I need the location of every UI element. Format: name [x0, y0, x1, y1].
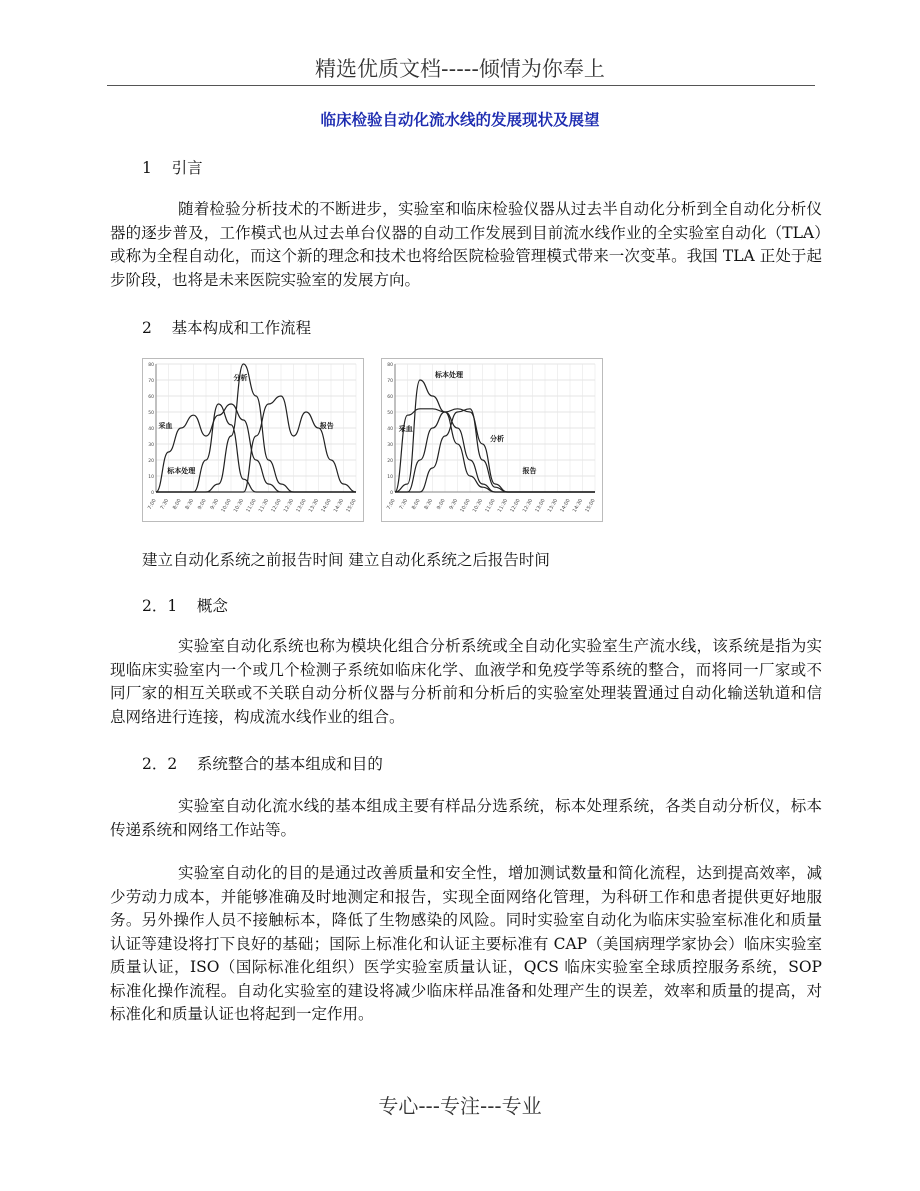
x-tick-label: 10:30	[232, 498, 246, 514]
x-tick-label: 11:30	[257, 498, 271, 514]
x-tick-label: 8:00	[410, 498, 422, 511]
page-footer: 专心---专注---专业	[378, 1094, 542, 1118]
y-tick-label: 60	[148, 395, 154, 400]
x-tick-label: 12:00	[509, 498, 522, 514]
x-tick-label: 15:00	[345, 498, 358, 514]
y-tick-label: 70	[148, 379, 154, 384]
series-label: 分析	[490, 434, 504, 443]
x-tick-label: 13:00	[534, 498, 547, 514]
x-tick-label: 9:00	[435, 498, 447, 511]
x-tick-label: 9:00	[196, 498, 208, 511]
x-tick-label: 8:00	[171, 498, 183, 511]
series-label: 标本处理	[435, 370, 463, 379]
y-tick-label: 20	[387, 459, 393, 464]
x-tick-label: 14:00	[320, 498, 333, 514]
x-tick-label: 10:00	[459, 498, 472, 514]
series-label: 报告	[522, 466, 537, 475]
document-title: 临床检验自动化流水线的发展现状及展望	[320, 110, 600, 129]
y-tick-label: 70	[387, 379, 393, 384]
chart-after	[381, 358, 603, 522]
y-tick-label: 30	[387, 443, 393, 448]
x-tick-label: 14:30	[571, 498, 585, 514]
paragraph-concept: 实验室自动化系统也称为模块化组合分析系统或全自动化实验室生产流水线，该系统是指为实现临床实验室内一个或几个检测子系统如临床化学、血液学和免疫学等系统的整合，而将同一厂家或不同厂家的相互关联或不关联自动分析仪器与分析前和分析后的实验室处理装置通过自动化输送轨道和信息网络进行连接，构成流水线作业的组合。	[110, 637, 822, 726]
header-divider	[107, 85, 815, 86]
y-tick-label: 20	[148, 459, 154, 464]
x-tick-label: 12:30	[282, 498, 296, 514]
y-tick-label: 10	[148, 475, 154, 480]
paragraph-purpose: 实验室自动化的目的是通过改善质量和安全性，增加测试数量和简化流程，达到提高效率，减少劳动力成本，并能够准确及时地测定和报告，实现全面网络化管理，为科研工作和患者提供更好地服务。另外操作人员不接触标本，降低了生物感染的风险。同时实验室自动化为临床实验室标准化和质量认证等建设将打下良好的基础；国际上标准化和认证主要标准有 CAP（美国病理学家协会）临床实验室质量认证，ISO（国际标准化组织）医学实验室质量认证，QCS 临床实验室全球质控服务系统，SOP 标准化操作流程。自动化实验室的建设将减少临床样品准备和处理产生的误差，效率和质量的提高，对标准化和质量认证也将起到一定作用。	[110, 864, 822, 1023]
x-tick-label: 14:00	[559, 498, 572, 514]
series-label: 采血	[158, 422, 173, 430]
y-tick-label: 40	[148, 427, 154, 432]
x-tick-label: 8:30	[423, 498, 435, 511]
y-tick-label: 0	[390, 491, 393, 496]
x-tick-label: 12:30	[521, 498, 535, 514]
x-tick-label: 7:00	[385, 498, 397, 511]
series-label: 标本处理	[167, 466, 196, 475]
x-tick-label: 8:30	[184, 498, 196, 511]
chart-caption: 建立自动化系统之前报告时间 建立自动化系统之后报告时间	[142, 551, 550, 569]
x-tick-label: 10:30	[471, 498, 485, 514]
x-tick-label: 13:30	[307, 498, 321, 514]
x-tick-label: 7:30	[159, 498, 171, 511]
x-tick-label: 12:00	[270, 498, 283, 514]
section-heading-intro: 1 引言	[142, 159, 203, 177]
y-tick-label: 80	[387, 363, 393, 368]
series-label: 分析	[233, 374, 248, 382]
x-tick-label: 11:30	[496, 498, 510, 514]
x-tick-label: 15:00	[584, 498, 597, 514]
series-label: 报告	[319, 422, 334, 430]
chart-before-svg	[142, 358, 364, 522]
y-tick-label: 80	[148, 363, 154, 368]
x-tick-label: 9:30	[448, 498, 460, 511]
y-tick-label: 50	[387, 411, 393, 416]
x-tick-label: 9:30	[209, 498, 221, 511]
paragraph-components: 实验室自动化流水线的基本组成主要有样品分选系统，标本处理系统，各类自动分析仪，标本传递系统和网络工作站等。	[110, 797, 822, 839]
x-tick-label: 11:00	[245, 498, 258, 514]
y-tick-label: 40	[387, 427, 393, 432]
y-tick-label: 60	[387, 395, 393, 400]
section-heading-integration: 2．2 系统整合的基本组成和目的	[142, 755, 383, 773]
y-tick-label: 10	[387, 475, 393, 480]
x-tick-label: 13:00	[295, 498, 308, 514]
paragraph-intro: 随着检验分析技术的不断进步，实验室和临床检验仪器从过去半自动化分析到全自动化分析仪器的逐步普及，工作模式也从过去单台仪器的自动工作发展到目前流水线作业的全实验室自动化（TLA）或称为全程自动化，而这个新的理念和技术也将给医院检验管理模式带来一次变革。我国 TLA 正处于起步阶段，也将是未来医院实验室的发展方向。	[110, 200, 822, 289]
x-tick-label: 10:00	[220, 498, 233, 514]
chart-after-svg	[381, 358, 603, 522]
x-tick-label: 13:30	[546, 498, 560, 514]
chart-before	[142, 358, 364, 522]
x-tick-label: 11:00	[484, 498, 497, 514]
series-label: 采血	[398, 425, 413, 434]
x-tick-label: 7:30	[398, 498, 410, 511]
x-tick-label: 7:00	[146, 498, 158, 511]
section-heading-concept: 2．1 概念	[142, 597, 228, 615]
y-tick-label: 30	[148, 443, 154, 448]
x-tick-label: 14:30	[332, 498, 346, 514]
y-tick-label: 0	[151, 491, 154, 496]
section-heading-composition: 2 基本构成和工作流程	[142, 319, 312, 337]
page-header: 精选优质文档-----倾情为你奉上	[315, 57, 605, 81]
y-tick-label: 50	[148, 411, 154, 416]
